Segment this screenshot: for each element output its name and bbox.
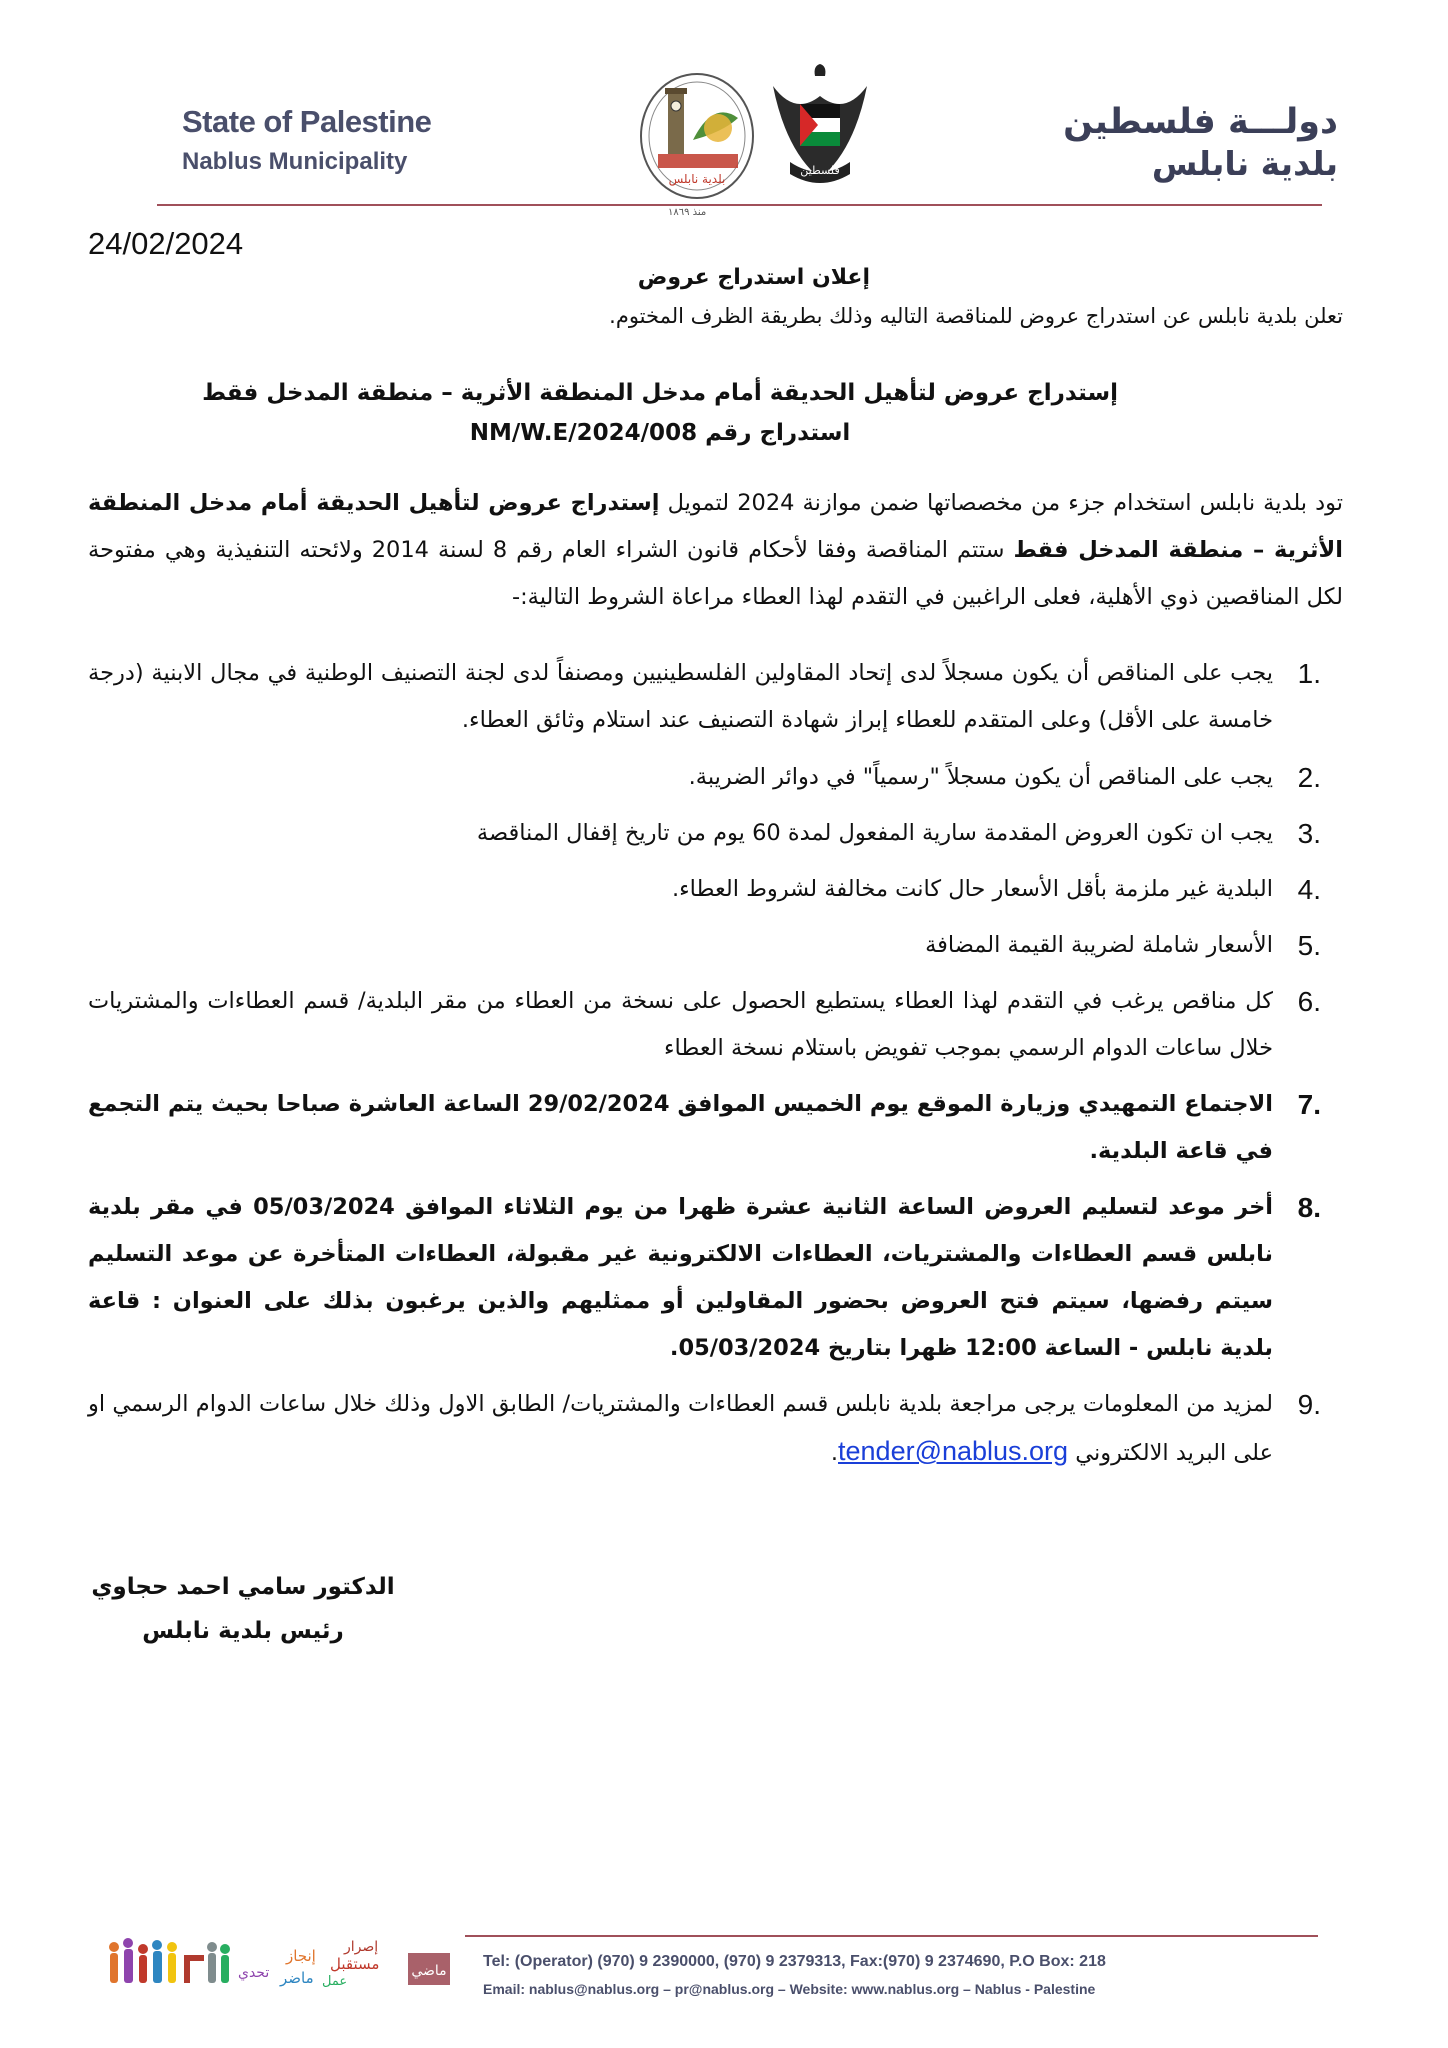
people-figures-icon: [109, 1938, 230, 1983]
slogan-word: ماضي: [411, 1963, 447, 1979]
slogan-word: إصرار: [344, 1939, 379, 1955]
condition-text: البلدية غير ملزمة بأقل الأسعار حال كانت مخالفة لشروط العطاء.: [671, 876, 1273, 902]
announcement-intro: تعلن بلدية نابلس عن استدراج عروض للمناقصة التاليه وذلك بطريقة الظرف المختوم.: [609, 304, 1343, 328]
announcement-title: إعلان استدراج عروض: [637, 265, 870, 290]
signatory-position: رئيس بلدية نابلس: [142, 1618, 344, 1644]
condition-item: [88, 922, 1343, 969]
emblem-caption: فلسطين: [800, 164, 840, 177]
condition-text: أخر موعد لتسليم العروض الساعة الثانية عشرة ظهرا من يوم الثلاثاء الموافق 05/03/2024 في مقر بلدية نابلس قسم العطاءات والمشتريات، العطاءات الالكترونية غير مقبولة، العطاءات المتأخرة عن موعد التسليم سيتم رفضها، سيتم فتح العروض بحضور المقاولين أو ممثليهم والذين يرغبون بذلك على العنوان : قاعة بلدية نابلس - الساعة 12:00 ظهرا بتاريخ 05/03/2024.: [88, 1194, 1273, 1361]
conditions-list: [88, 650, 1343, 1486]
slogan-word: إنجاز: [286, 1947, 316, 1965]
slogan-word: تحدي: [238, 1965, 270, 1981]
condition-item: [88, 1081, 1343, 1175]
footer-email-line: Email: nablus@nablus.org – pr@nablus.org – Website: www.nablus.org – Nablus - Palestine: [483, 1981, 1096, 1997]
seal-caption: بلدية نابلس: [668, 172, 726, 186]
intro-paragraph-part1: تود بلدية نابلس استخدام جزء من مخصصاتها ضمن موازنة 2024 لتمويل: [659, 490, 1343, 516]
condition-text: الاجتماع التمهيدي وزيارة الموقع يوم الخميس الموافق 29/02/2024 الساعة العاشرة صباحا بحيث يتم التجمع في قاعة البلدية.: [88, 1091, 1273, 1164]
condition-number: 1.: [1297, 658, 1321, 689]
document-date: 24/02/2024: [88, 226, 244, 261]
nablus-municipality-seal-icon: [638, 70, 756, 206]
condition-number: 9.: [1297, 1389, 1321, 1420]
signatory-name: الدكتور سامي احمد حجاوي: [91, 1574, 395, 1600]
condition-number: 8.: [1297, 1192, 1321, 1223]
condition-text: كل مناقص يرغب في التقدم لهذا العطاء يستطيع الحصول على نسخة من العطاء من مقر البلدية/ قسم العطاءات والمشتريات خلال ساعات الدوام الرسمي بموجب تفويض باستلام نسخة العطاء: [88, 988, 1273, 1061]
municipality-name-ar: بلدية نابلس: [1151, 144, 1338, 183]
tender-email-link[interactable]: tender@nablus.org: [838, 1436, 1069, 1466]
condition-text: يجب ان تكون العروض المقدمة سارية المفعول لمدة 60 يوم من تاريخ إقفال المناقصة: [476, 820, 1273, 846]
palestine-eagle-emblem-icon: [765, 56, 875, 196]
footer-contact: [483, 1953, 1106, 1997]
condition-number: 2.: [1297, 762, 1321, 793]
intro-paragraph-bold: إستدراج عروض لتأهيل الحديقة أمام مدخل المنطقة الأثرية – منطقة المدخل فقط: [88, 490, 1343, 563]
condition-text: الأسعار شاملة لضريبة القيمة المضافة: [925, 932, 1273, 958]
english-letterhead: [182, 104, 431, 176]
state-name-ar: دولـــة فلسطين: [1063, 102, 1338, 142]
slogan-word: مستقبل: [330, 1955, 380, 1973]
condition-text: يجب على المناقص أن يكون مسجلاً لدى إتحاد المقاولين الفلسطينيين ومصنفاً لدى لجنة التصنيف الوطنية في مجال الابنية (درجة خامسة على الأقل) وعلى المتقدم للعطاء إبراز شهادة التصنيف عند استلام وثائق العطاء.: [88, 660, 1273, 733]
condition-number: 5.: [1297, 930, 1321, 961]
condition-number: 6.: [1297, 986, 1321, 1017]
signature-block: [88, 1565, 398, 1653]
municipality-slogan-logo-icon: [108, 1925, 453, 1995]
slogan-word: عمل: [322, 1974, 348, 1989]
slogan-word: ماضر: [280, 1969, 314, 1987]
municipality-name-en: Nablus Municipality: [182, 148, 408, 175]
intro-paragraph-part2: ستتم المناقصة وفقا لأحكام قانون الشراء العام رقم 8 لسنة 2014 ولائحته التنفيذية وهي مفتوحة لكل المناقصين ذوي الأهلية، فعلى الراغبين في التقدم لهذا العطاء مراعاة الشروط التالية:-: [88, 537, 1343, 610]
tender-subject-line: إستدراج عروض لتأهيل الحديقة أمام مدخل المنطقة الأثرية – منطقة المدخل فقط: [202, 380, 1118, 406]
intro-paragraph: [88, 480, 1343, 621]
tender-reference: [202, 413, 1118, 453]
condition-item: [88, 866, 1343, 913]
condition-item: [88, 1184, 1343, 1372]
tender-subject: [202, 373, 1118, 453]
condition-item: [88, 754, 1343, 801]
condition-text-end: .: [830, 1440, 839, 1466]
condition-text: يجب على المناقص أن يكون مسجلاً "رسمياً" في دوائر الضريبة.: [688, 764, 1273, 790]
tender-reference-number: NM/W.E/2024/008: [469, 420, 698, 446]
condition-number: 3.: [1297, 818, 1321, 849]
letterhead: [0, 0, 1448, 218]
condition-number: 7.: [1297, 1089, 1321, 1120]
condition-number: 4.: [1297, 874, 1321, 905]
state-name-en: State of Palestine: [182, 104, 432, 139]
condition-item: [88, 810, 1343, 857]
since-label: منذ ١٨٦٩: [668, 207, 707, 218]
condition-item: [88, 1381, 1343, 1477]
condition-item: [88, 978, 1343, 1072]
arabic-letterhead: [1063, 102, 1338, 183]
header-divider: [157, 204, 1322, 206]
condition-item: [88, 650, 1343, 744]
footer-phone-line: Tel: (Operator) (970) 9 2390000, (970) 9 2379313, Fax:(970) 9 2374690, P.O Box: 218: [483, 1953, 1106, 1970]
tender-reference-prefix: استدراج رقم: [705, 420, 851, 446]
condition-text: لمزيد من المعلومات يرجى مراجعة بلدية نابلس قسم العطاءات والمشتريات/ الطابق الاول وذلك خلال ساعات الدوام الرسمي او على البريد الالكتروني: [88, 1391, 1273, 1466]
footer-divider: [465, 1935, 1318, 1937]
